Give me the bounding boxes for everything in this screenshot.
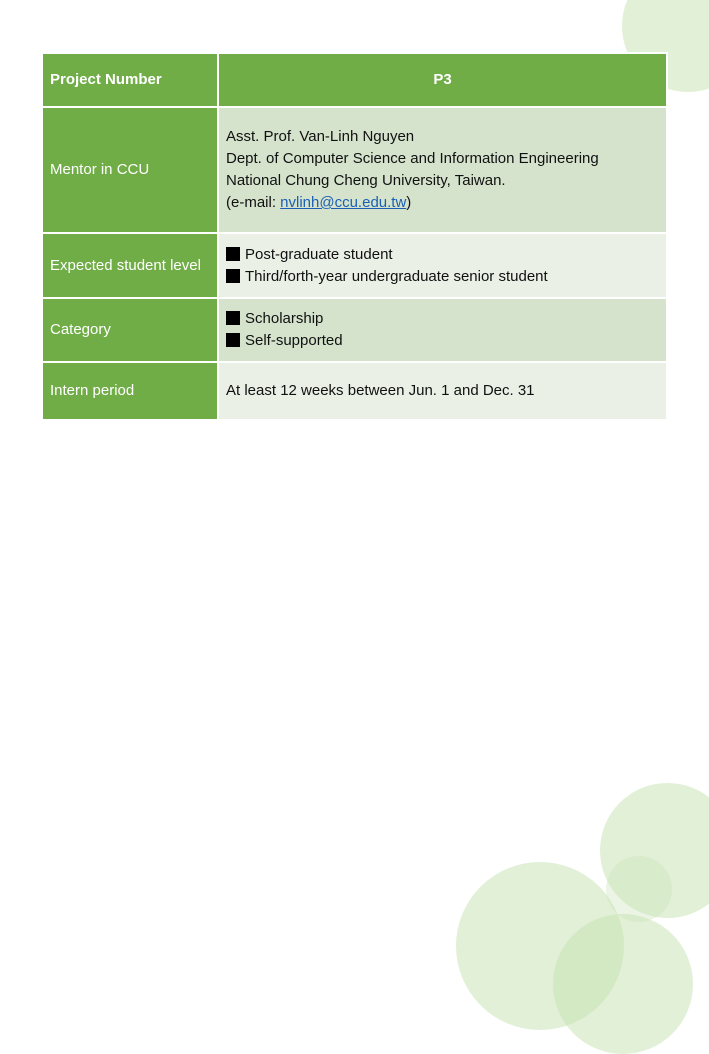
project-number-label: Project Number (42, 53, 218, 107)
category-option-label: Self-supported (245, 332, 343, 349)
intern-period-row (42, 362, 667, 420)
category-option (226, 330, 659, 352)
student-level-row (42, 233, 667, 298)
student-level-option-label: Third/forth-year undergraduate senior student (245, 267, 548, 285)
email-suffix: ) (406, 194, 412, 211)
student-level-value (218, 233, 667, 298)
mentor-row (42, 107, 667, 233)
project-number-row (42, 53, 667, 107)
decorative-circle (606, 856, 672, 922)
mentor-email-line (226, 192, 659, 214)
student-level-option-label: Post-graduate student (245, 245, 393, 263)
student-level-option (226, 266, 659, 288)
mentor-name: Asst. Prof. Van-Linh Nguyen (226, 128, 415, 145)
project-number-value: P3 (218, 53, 667, 107)
student-level-option (226, 244, 659, 266)
mentor-label: Mentor in CCU (42, 107, 218, 233)
mentor-value (218, 107, 667, 233)
checkbox-filled-icon (226, 269, 240, 283)
category-option (226, 308, 659, 330)
mentor-university: National Chung Cheng University, Taiwan. (226, 172, 506, 189)
decorative-circle (553, 914, 693, 1054)
checkbox-filled-icon (226, 333, 240, 347)
student-level-label: Expected student level (42, 233, 218, 298)
category-value (218, 298, 667, 362)
checkbox-filled-icon (226, 247, 240, 261)
intern-period-label: Intern period (42, 362, 218, 420)
checkbox-filled-icon (226, 311, 240, 325)
category-label: Category (42, 298, 218, 362)
project-info-table (41, 52, 668, 421)
mentor-department: Dept. of Computer Science and Information Engineering (226, 150, 599, 167)
email-prefix: (e-mail: (226, 194, 281, 211)
category-option-label: Scholarship (245, 310, 324, 327)
intern-period-value: At least 12 weeks between Jun. 1 and Dec. 31 (218, 362, 667, 420)
category-row (42, 298, 667, 362)
email-link[interactable]: nvlinh@ccu.edu.tw (280, 194, 407, 211)
